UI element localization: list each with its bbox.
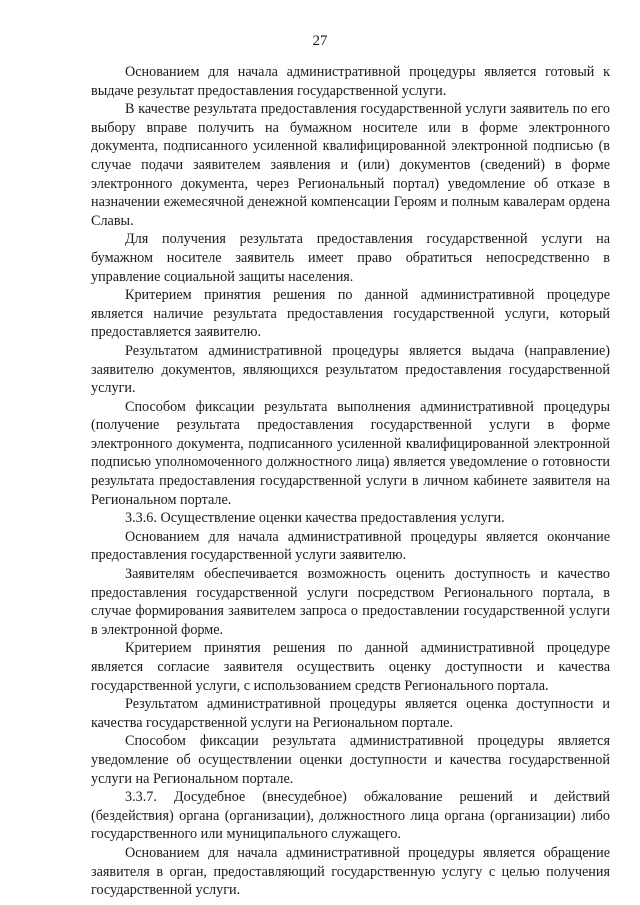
paragraph: Способом фиксации результата административной процедуры является уведомление об осуществлении оценки доступности и качества государственной услуги на Региональном портале.: [91, 733, 610, 787]
paragraph: Основанием для начала административной процедуры является готовый к выдаче результат предоставления государственной услуги.: [91, 64, 610, 99]
paragraph: Критерием принятия решения по данной административной процедуре является наличие результата предоставления государственной услуги, который предоставляется заявителю.: [91, 287, 610, 341]
document-body: [91, 63, 610, 900]
paragraph: Результатом административной процедуры является выдача (направление) заявителю документов, являющихся результатом предоставления государственной услуги.: [91, 342, 610, 397]
paragraph: Основанием для начала административной процедуры является обращение заявителя в орган, предоставляющий государственную услугу с целью получения государственной услуги.: [91, 844, 610, 899]
section-heading-3-3-7: 3.3.7. Досудебное (внесудебное) обжалование решений и действий (бездействия) органа (организации), должностного лица органа (организации) либо государственного или муниципального служащего.: [91, 789, 610, 843]
page-number: 27: [312, 33, 328, 49]
paragraph: Для получения результата предоставления государственной услуги на бумажном носителе заявитель имеет право обратиться непосредственно в управление социальной защиты населения.: [91, 231, 610, 285]
paragraph: Критерием принятия решения по данной административной процедуре является согласие заявителя осуществить оценку доступности и качества государственной услуги, с использованием средств Регионального портала.: [91, 640, 610, 694]
paragraph: В качестве результата предоставления государственной услуги заявитель по его выбору вправе получить на бумажном носителе или в форме электронного документа, подписанного усиленной квалифицированной электронной подписью (в случае подачи заявителем заявления и (или) документов (сведений) в форме электронного документа, через Региональный портал) уведомление об отказе в назначении ежемесячной денежной компенсации Героям и полным кавалерам ордена Славы.: [91, 101, 610, 229]
section-heading-3-3-6: 3.3.6. Осуществление оценки качества предоставления услуги.: [125, 510, 505, 527]
paragraph: Способом фиксации результата выполнения административной процедуры (получение результата предоставления государственной услуги в форме электронного документа, подписанного усиленной квалифицированной электронной подписью уполномоченного должностного лица) является уведомление о готовности результата предоставления государственной услуги в личном кабинете заявителя на Региональном портале.: [91, 398, 610, 508]
paragraph: Основанием для начала административной процедуры является окончание предоставления государственной услуги заявителю.: [91, 528, 610, 564]
paragraph: Заявителям обеспечивается возможность оценить доступность и качество предоставления государственной услуги посредством Регионального портала, в случае формирования заявителем запроса о предоставлении государственной услуги в электронной форме.: [91, 566, 610, 638]
paragraph: Результатом административной процедуры является оценка доступности и качества государственной услуги на Региональном портале.: [91, 696, 610, 731]
